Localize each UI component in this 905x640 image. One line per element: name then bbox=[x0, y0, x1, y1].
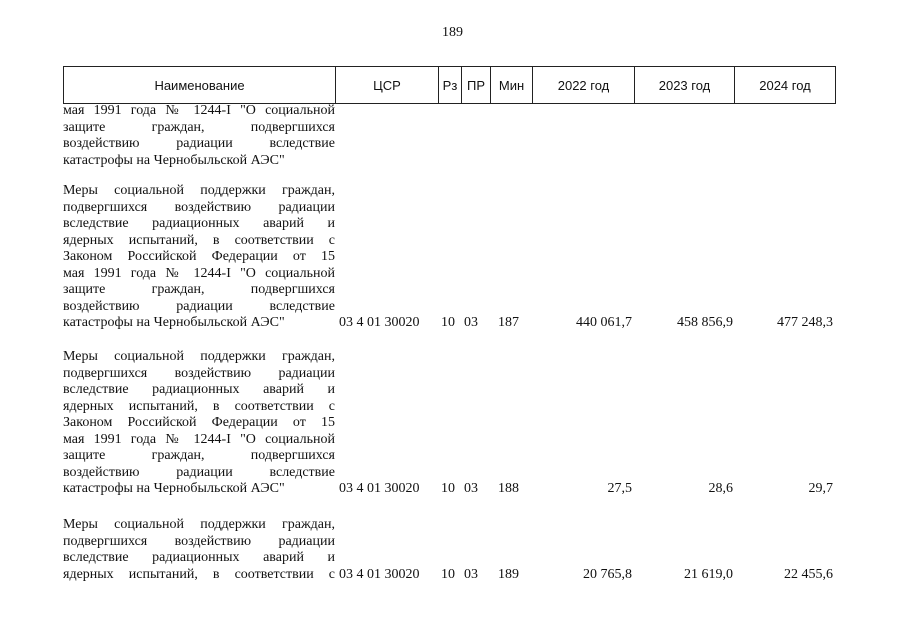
row-name-line: воздействию радиации вследствие bbox=[63, 464, 335, 480]
row-name-line: мая 1991 года № 1244-I "О социальной bbox=[63, 431, 335, 447]
row-name-line: катастрофы на Чернобыльской АЭС" bbox=[63, 315, 285, 330]
row-pr: 03 bbox=[464, 481, 478, 496]
row-rz: 10 bbox=[441, 566, 455, 582]
row-2024: 22 455,6 bbox=[784, 566, 833, 582]
row-name-line: воздействию радиации вследствие bbox=[63, 298, 335, 314]
row-name bbox=[63, 349, 335, 498]
header-rz: Рз bbox=[439, 67, 462, 103]
row-csr: 03 4 01 30020 bbox=[339, 315, 420, 330]
header-2024: 2024 год bbox=[759, 77, 811, 93]
row-name-line: ядерных испытаний, в соответствии с bbox=[63, 398, 335, 414]
row-name-line: вследствие радиационных аварий и bbox=[63, 550, 335, 565]
row-name-line: ядерных испытаний, в соответствии с bbox=[63, 232, 335, 248]
row-name-line: Меры социальной поддержки граждан, bbox=[63, 183, 335, 198]
header-pr: ПР bbox=[462, 67, 491, 103]
row-name-line: Законом Российской Федерации от 15 bbox=[63, 249, 335, 264]
row-csr: 03 4 01 30020 bbox=[339, 566, 420, 582]
row-rz: 10 bbox=[441, 481, 455, 496]
row-min: 188 bbox=[498, 481, 519, 496]
row-name-line: ядерных испытаний, в соответствии с bbox=[63, 566, 335, 582]
row-2023: 28,6 bbox=[708, 481, 733, 496]
row-2022: 20 765,8 bbox=[583, 566, 632, 582]
header-2022: 2022 год bbox=[533, 67, 635, 103]
page-number: 189 bbox=[442, 25, 463, 40]
row-name-line: защите граждан, подвергшихся bbox=[63, 448, 335, 463]
row-name-line: вследствие радиационных аварий и bbox=[63, 216, 335, 231]
row-name bbox=[63, 183, 335, 332]
row-csr: 03 4 01 30020 bbox=[339, 481, 420, 496]
header-name: Наименование bbox=[64, 67, 336, 103]
row-name bbox=[63, 517, 335, 583]
row-name-line: Законом Российской Федерации от 15 bbox=[63, 415, 335, 430]
row-name-line: Меры социальной поддержки граждан, bbox=[63, 349, 335, 364]
row-name-line: катастрофы на Чернобыльской АЭС" bbox=[63, 481, 285, 496]
row-name-line: Меры социальной поддержки граждан, bbox=[63, 517, 335, 532]
table-header bbox=[63, 66, 836, 104]
row-rz: 10 bbox=[441, 315, 455, 330]
header-min: Мин bbox=[491, 67, 533, 103]
row-pr: 03 bbox=[464, 315, 478, 330]
row-name-line: подвергшихся воздействию радиации bbox=[63, 533, 335, 549]
row-name-line: воздействию радиации вследствие bbox=[63, 136, 335, 151]
row-2023: 21 619,0 bbox=[684, 566, 733, 582]
row-name-line: подвергшихся воздействию радиации bbox=[63, 199, 335, 215]
row-name-line: мая 1991 года № 1244-I "О социальной bbox=[63, 103, 335, 118]
row-name-line: защите граждан, подвергшихся bbox=[63, 282, 335, 297]
header-2023: 2023 год bbox=[635, 67, 735, 103]
row-2023: 458 856,9 bbox=[677, 315, 733, 330]
row-name-line: мая 1991 года № 1244-I "О социальной bbox=[63, 265, 335, 281]
row-2022: 27,5 bbox=[607, 481, 632, 496]
row-name-line: вследствие радиационных аварий и bbox=[63, 382, 335, 397]
row-min: 189 bbox=[498, 566, 519, 582]
header-csr: ЦСР bbox=[336, 67, 439, 103]
row-name-line: защите граждан, подвергшихся bbox=[63, 119, 335, 135]
row-name-line: катастрофы на Чернобыльской АЭС" bbox=[63, 152, 285, 168]
row-2022: 440 061,7 bbox=[576, 315, 632, 330]
row-2024: 29,7 bbox=[808, 481, 833, 496]
row-2024: 477 248,3 bbox=[777, 315, 833, 330]
row-name bbox=[63, 103, 335, 169]
row-name-line: подвергшихся воздействию радиации bbox=[63, 365, 335, 381]
row-min: 187 bbox=[498, 315, 519, 330]
row-pr: 03 bbox=[464, 566, 478, 582]
